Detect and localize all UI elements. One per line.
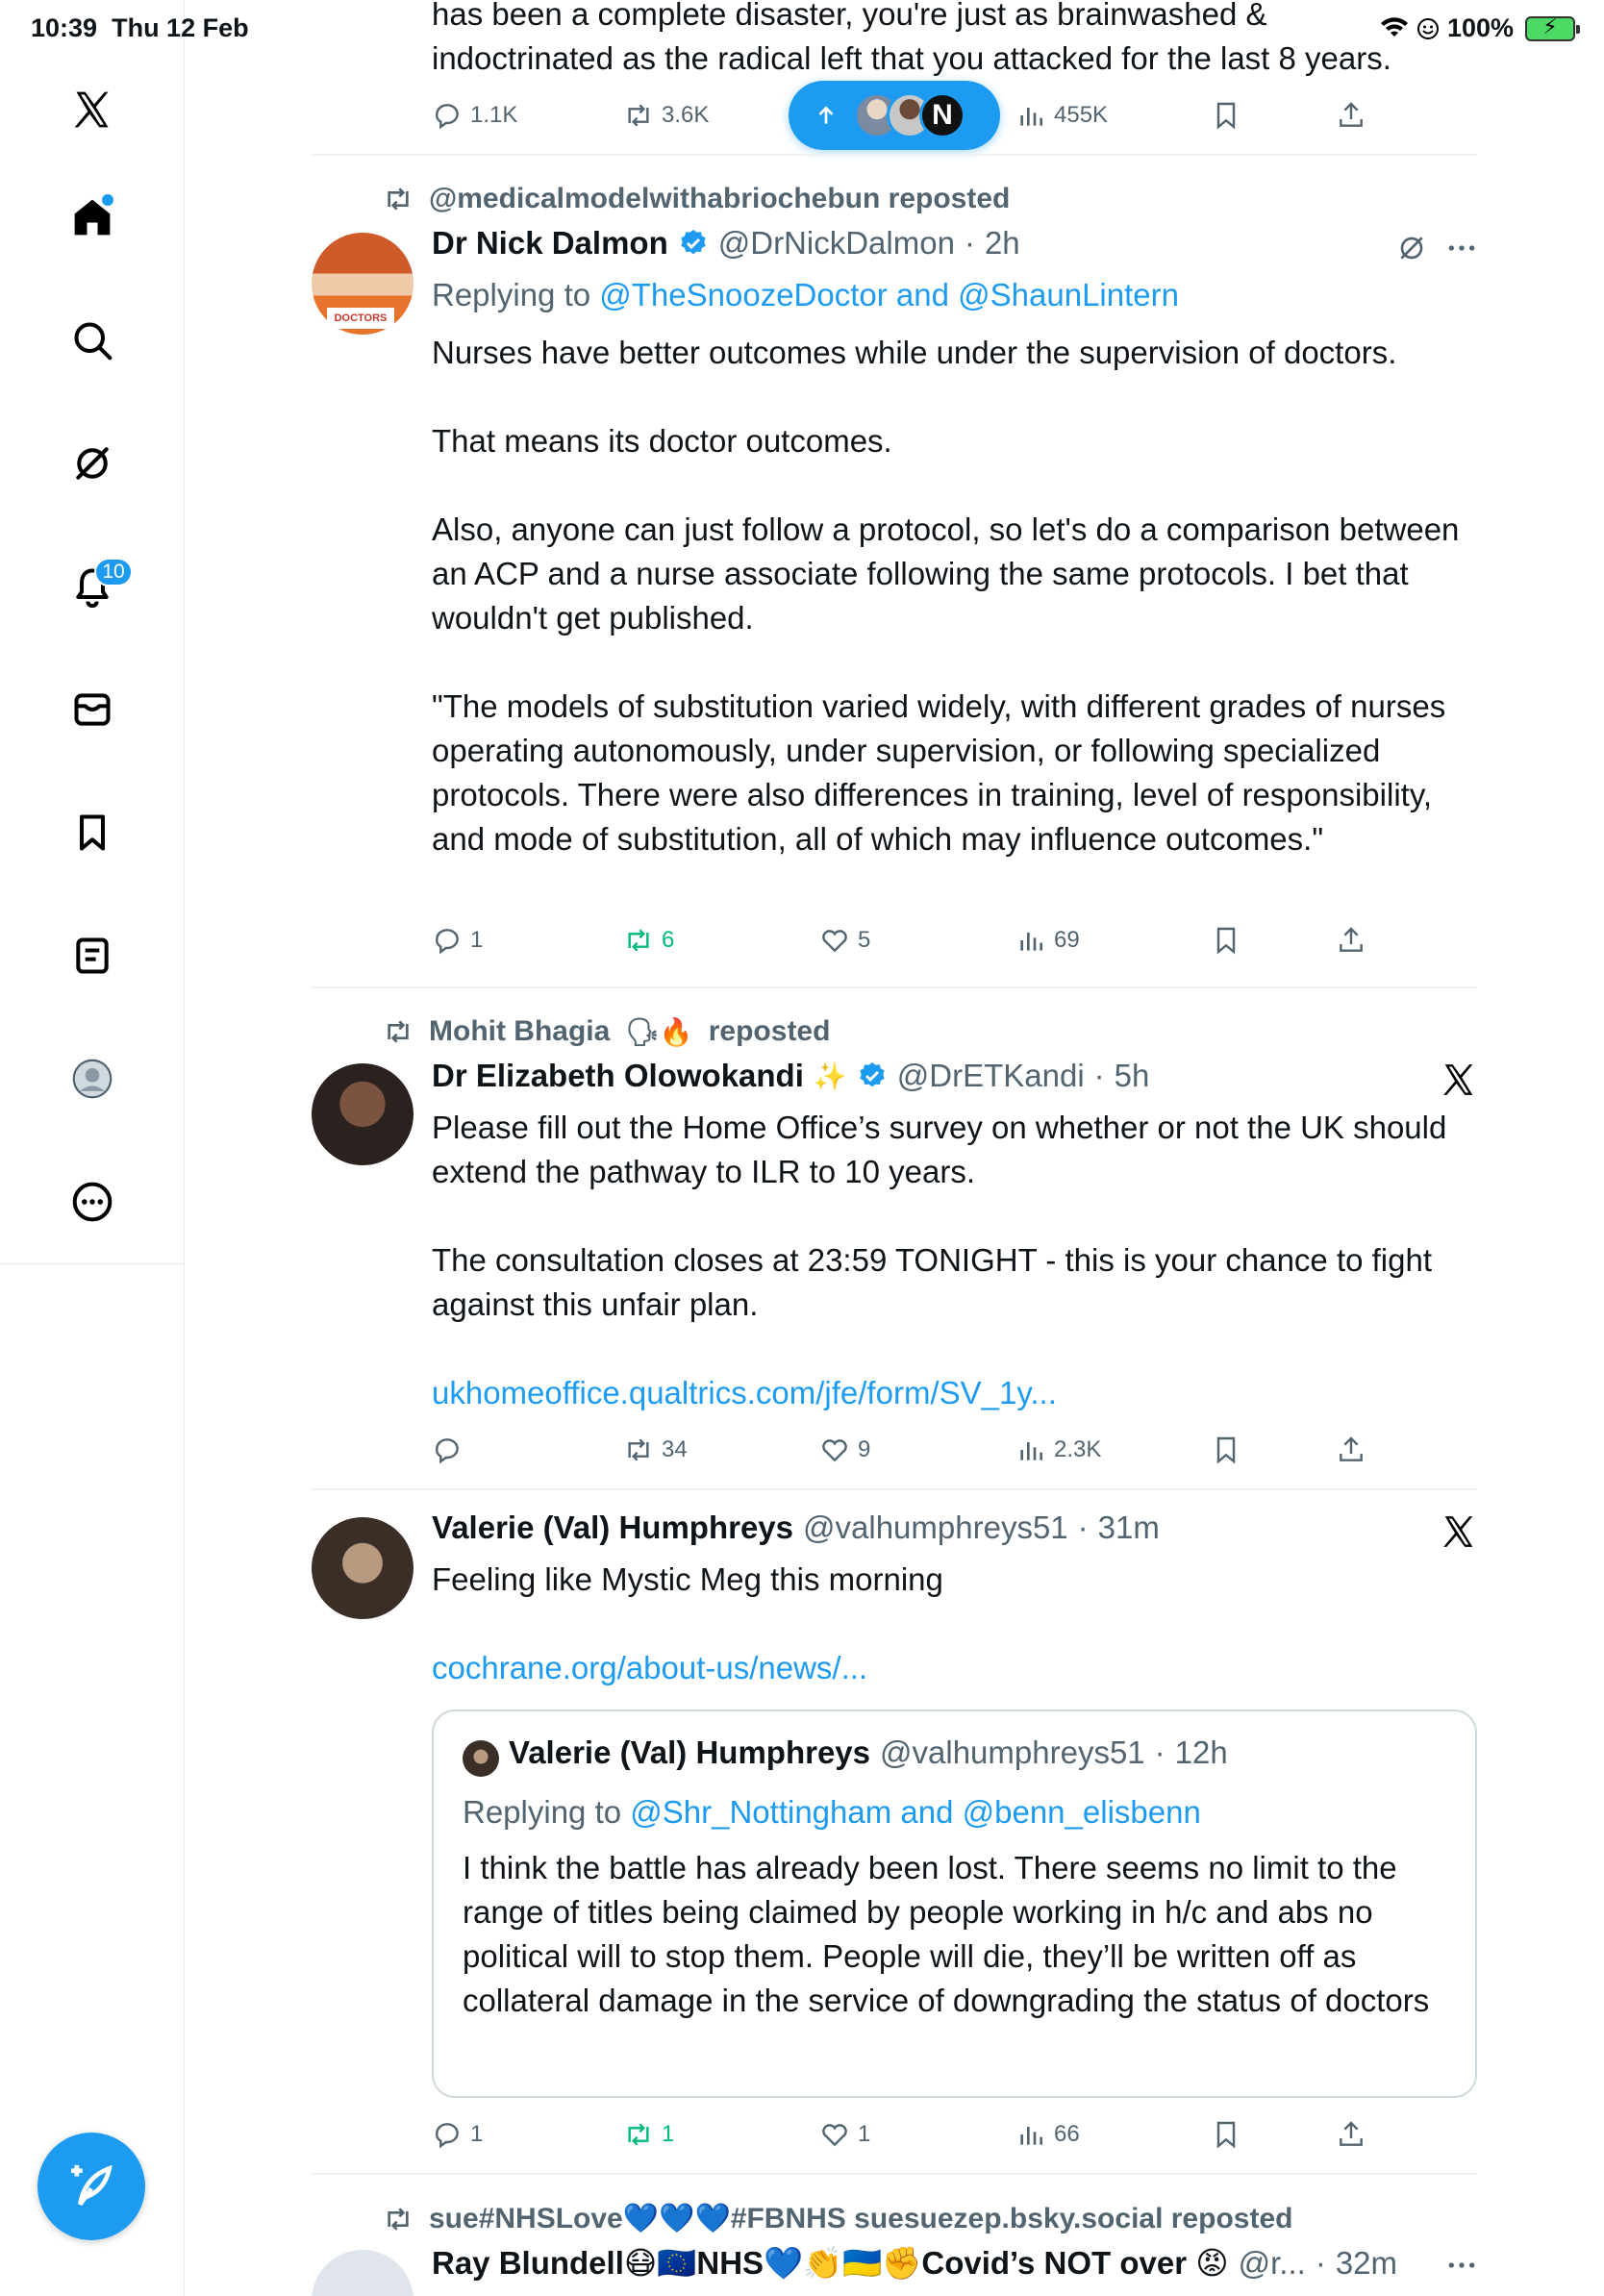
avatar-sign: DOCTORS <box>327 308 394 329</box>
tweet1-actions <box>432 921 1403 960</box>
author-handle[interactable]: @DrNickDalmon <box>717 225 955 261</box>
lists-icon <box>71 935 113 977</box>
quoted-text: I think the battle has already been lost. There seems no limit to the range of titles being claimed by people working in h/c and abs no political will to stop them. People will die, they’ll be written off as collateral damage in the service of downgrading the status of doctors <box>463 1850 1430 2018</box>
replying-to-links[interactable]: @TheSnoozeDoctor and @ShaunLintern <box>599 277 1179 312</box>
repost-button[interactable]: 1 <box>623 2115 674 2154</box>
share-button[interactable] <box>1336 96 1366 135</box>
reply-button[interactable] <box>432 1431 463 1469</box>
sidebar-item-lists[interactable] <box>62 925 123 986</box>
tweet2-link[interactable]: ukhomeoffice.qualtrics.com/jfe/form/SV_1y... <box>432 1375 1057 1410</box>
sidebar-divider <box>0 1263 185 1264</box>
bookmark-icon <box>1211 925 1241 956</box>
repost-button[interactable]: 6 <box>623 921 674 960</box>
wifi-icon <box>1380 17 1409 40</box>
focus-icon <box>1416 17 1440 40</box>
separator <box>312 1488 1477 1490</box>
verified-badge-icon <box>857 1061 888 1091</box>
tweet1-paragraph: "The models of substitution varied widely, with different grades of nurses operating autonomously, under supervision, or following specialized protocols. There were also differences in training, level of responsibility, and mode of substitution, all of which may influence outcomes." <box>432 688 1446 857</box>
sidebar-item-bookmarks[interactable] <box>62 802 123 863</box>
repost-icon <box>383 2204 414 2234</box>
repost-icon <box>623 2119 654 2150</box>
author-name[interactable]: Dr Nick Dalmon <box>432 225 668 261</box>
tweet3-link[interactable]: cochrane.org/about-us/news/... <box>432 1650 868 1685</box>
tweet2-body <box>432 1106 1480 1415</box>
author-handle[interactable]: @r... <box>1238 2245 1306 2281</box>
quoted-author-name: Valerie (Val) Humphreys <box>509 1734 871 1770</box>
separator <box>312 986 1477 988</box>
quoted-time: 12h <box>1174 1734 1228 1770</box>
bookmark-icon <box>1211 100 1241 131</box>
repost-icon <box>623 1435 654 1465</box>
compose-button[interactable] <box>38 2133 145 2240</box>
tweet1-paragraph: Nurses have better outcomes while under the supervision of doctors. <box>432 335 1397 370</box>
grok-icon <box>71 442 113 485</box>
quoted-replying-to: Replying to @Shr_Nottingham and @benn_elisbenn <box>463 1794 1201 1830</box>
repost-icon <box>623 925 654 956</box>
separator <box>312 2173 1477 2175</box>
views-button[interactable]: 69 <box>1015 921 1080 960</box>
grok-icon[interactable] <box>1396 233 1427 263</box>
tweet2-repost-context: Mohit Bhagia 🗣🔥 reposted <box>383 1015 830 1048</box>
arrow-up-icon <box>814 103 839 128</box>
tweet4-header <box>432 2244 1397 2283</box>
battery-icon: ⚡ <box>1525 16 1575 41</box>
tweet4-repost-context: sue#NHSLove💙💙💙#FBNHS suesuezep.bsky.social reposted <box>383 2202 1292 2235</box>
reply-button[interactable]: 1 <box>432 2115 483 2154</box>
sidebar-item-profile[interactable] <box>62 1048 123 1110</box>
sidebar-item-grok[interactable] <box>62 433 123 494</box>
messages-icon <box>71 688 113 731</box>
tweet1-replying-to: Replying to @TheSnoozeDoctor and @ShaunLintern <box>432 277 1179 312</box>
author-name[interactable]: Valerie (Val) Humphreys <box>432 1510 794 1545</box>
bookmark-button[interactable] <box>1211 921 1241 960</box>
tweet4-avatar[interactable] <box>312 2250 414 2296</box>
share-button[interactable] <box>1336 2115 1366 2154</box>
author-handle[interactable]: @DrETKandi <box>896 1058 1085 1093</box>
like-button[interactable]: 1 <box>819 2115 870 2154</box>
reposter-emoji: 🗣🔥 <box>625 1015 693 1048</box>
sparkles-emoji: ✨ <box>813 1060 847 1092</box>
search-icon <box>71 319 113 362</box>
x-logo-icon[interactable] <box>1441 1513 1477 1550</box>
x-logo-icon[interactable] <box>1441 1061 1477 1098</box>
bookmark-button[interactable] <box>1211 96 1241 135</box>
reply-button[interactable]: 1.1K <box>432 96 517 135</box>
tweet2-header <box>432 1058 1149 1094</box>
time-separator: · <box>1093 1058 1105 1093</box>
repost-icon <box>383 184 414 214</box>
bookmark-icon <box>1211 1435 1241 1465</box>
tweet-time[interactable]: 2h <box>984 225 1020 261</box>
notifications-badge: 10 <box>94 558 133 586</box>
repost-button[interactable]: 34 <box>623 1431 688 1469</box>
author-name[interactable]: Dr Elizabeth Olowokandi <box>432 1058 804 1093</box>
more-options-icon[interactable] <box>1446 238 1477 258</box>
tweet1-paragraph: That means its doctor outcomes. <box>432 423 892 459</box>
tweet1-paragraph: Also, anyone can just follow a protocol, so let's do a comparison between an ACP and a nurse associate following the same protocols. I bet that wouldn't get published. <box>432 512 1460 636</box>
separator <box>312 154 1477 156</box>
views-button[interactable]: 455K <box>1015 96 1108 135</box>
reply-icon <box>432 1435 463 1465</box>
tweet1-repost-context: @medicalmodelwithabriochebun reposted <box>383 183 1010 215</box>
repost-icon <box>383 1016 414 1047</box>
new-posts-pill[interactable] <box>789 81 1000 150</box>
more-options-icon[interactable] <box>1446 2256 1477 2275</box>
views-icon <box>1015 2119 1046 2150</box>
quoted-author-handle: @valhumphreys51 <box>880 1734 1145 1770</box>
views-icon <box>1015 1435 1046 1465</box>
reply-icon <box>432 100 463 131</box>
share-icon <box>1336 2119 1366 2150</box>
sidebar-item-search[interactable] <box>62 310 123 371</box>
new-post-avatar: N <box>919 92 965 138</box>
time-separator: · <box>1315 2245 1326 2281</box>
bookmarks-icon <box>71 811 113 854</box>
like-button[interactable]: 5 <box>819 921 870 960</box>
author-name[interactable]: Ray Blundell😷🇪🇺NHS💙👏🇺🇦✊Covid’s NOT over 😡 <box>432 2245 1229 2281</box>
tweet3-avatar[interactable] <box>312 1517 414 1619</box>
tweet1-header <box>432 225 1020 262</box>
sidebar-item-more[interactable] <box>62 1171 123 1233</box>
reply-button[interactable]: 1 <box>432 921 483 960</box>
views-icon <box>1015 925 1046 956</box>
time-separator: · <box>964 225 975 261</box>
reposter-name[interactable]: Mohit Bhagia <box>429 1015 611 1047</box>
bookmark-icon <box>1211 2119 1241 2150</box>
share-icon <box>1336 925 1366 956</box>
repost-icon <box>623 100 654 131</box>
sidebar <box>0 0 185 2296</box>
heart-icon <box>819 2119 850 2150</box>
heart-icon <box>819 1435 850 1465</box>
status-indicators <box>1380 13 1575 43</box>
tweet1-body <box>432 331 1480 861</box>
tweet3-text: Feeling like Mystic Meg this morning <box>432 1561 943 1597</box>
sidebar-item-notifications[interactable] <box>62 556 123 617</box>
tweet-time[interactable]: 31m <box>1097 1510 1160 1545</box>
bookmark-button[interactable] <box>1211 1431 1241 1469</box>
profile-icon <box>71 1058 113 1100</box>
tweet3-actions <box>432 2115 1403 2154</box>
home-unread-dot <box>102 194 113 206</box>
sidebar-item-home[interactable] <box>62 187 123 248</box>
like-button[interactable]: 9 <box>819 1431 870 1469</box>
reply-icon <box>432 925 463 956</box>
tweet0-text: has been a complete disaster, you're just as brainwashed & indoctrinated as the radical left that you attacked for the last 8 years. <box>432 0 1391 76</box>
status-bar <box>0 0 1604 58</box>
battery-percent: 100% <box>1446 13 1514 42</box>
bookmark-button[interactable] <box>1211 2115 1241 2154</box>
time-separator: · <box>1077 1510 1089 1545</box>
quoted-avatar <box>463 1740 499 1777</box>
compose-icon <box>64 2159 118 2213</box>
share-button[interactable] <box>1336 921 1366 960</box>
tweet1-avatar[interactable] <box>312 233 414 335</box>
sidebar-item-messages[interactable] <box>62 679 123 740</box>
heart-icon <box>819 925 850 956</box>
quoted-header <box>509 1734 1228 1771</box>
repost-button[interactable]: 3.6K <box>623 96 709 135</box>
time-separator: · <box>1154 1734 1165 1770</box>
views-button[interactable]: 2.3K <box>1015 1431 1101 1469</box>
quoted-tweet-card[interactable] <box>432 1710 1477 2098</box>
author-handle[interactable]: @valhumphreys51 <box>803 1510 1068 1545</box>
tweet-time[interactable]: 32m <box>1335 2245 1398 2281</box>
verified-badge-icon <box>678 228 709 259</box>
tweet2-paragraph: Please fill out the Home Office’s survey on whether or not the UK should extend the pathway to ILR to 10 years. <box>432 1110 1447 1189</box>
views-icon <box>1015 100 1046 131</box>
tweet-time[interactable]: 5h <box>1114 1058 1150 1093</box>
more-icon <box>71 1181 113 1223</box>
views-button[interactable]: 66 <box>1015 2115 1080 2154</box>
x-logo-icon[interactable] <box>62 79 123 140</box>
share-icon <box>1336 1435 1366 1465</box>
tweet3-header <box>432 1510 1160 1546</box>
status-time: 10:39 Thu 12 Feb <box>31 13 249 42</box>
tweet3-body <box>432 1558 1480 1690</box>
tweet2-avatar[interactable] <box>312 1063 414 1165</box>
tweet2-paragraph: The consultation closes at 23:59 TONIGHT - this is your chance to fight against this unfair plan. <box>432 1242 1433 1322</box>
share-icon <box>1336 100 1366 131</box>
reply-icon <box>432 2119 463 2150</box>
tweet2-actions <box>432 1431 1403 1469</box>
share-button[interactable] <box>1336 1431 1366 1469</box>
